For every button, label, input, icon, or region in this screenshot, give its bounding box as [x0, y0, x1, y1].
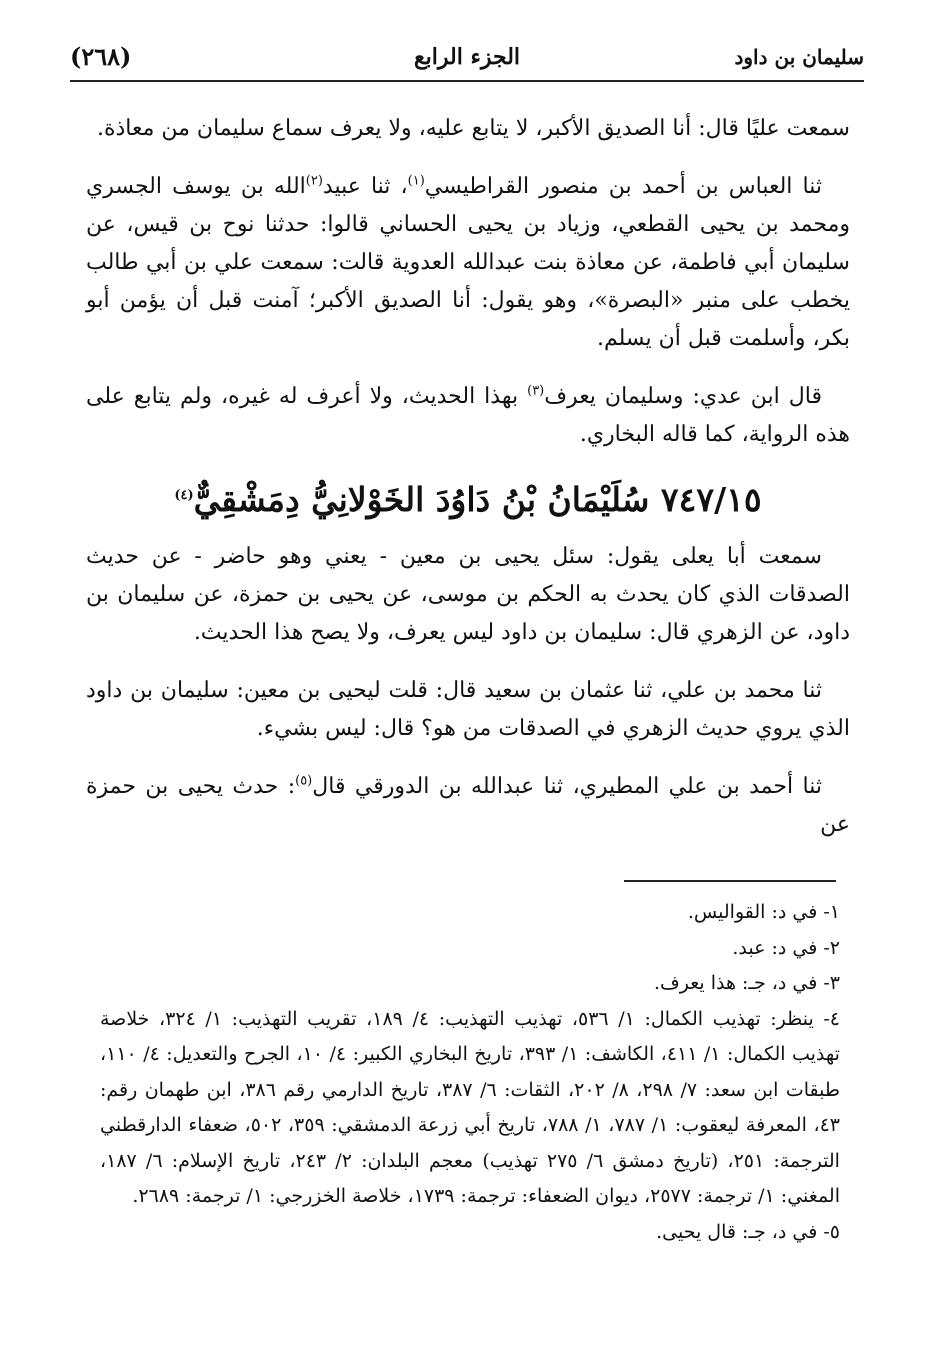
footnotes — [100, 895, 840, 1250]
page-header — [70, 40, 864, 74]
footnote-ref: (٤) — [174, 488, 194, 503]
main-text — [86, 110, 850, 864]
text-run: : حدث يحيى بن حمزة عن — [86, 774, 850, 837]
text-run: ، ثنا عبيد — [322, 174, 408, 199]
footnote-ref: (٣) — [527, 383, 545, 399]
footnote-ref: (١) — [407, 173, 425, 189]
header-rule — [70, 80, 864, 82]
text-run: بهذا الحديث، ولا أعرف له غيره، ولم يتابع على هذه الرواية، كما قاله البخاري. — [86, 384, 850, 447]
paragraph: سمعت عليًا قال: أنا الصديق الأكبر، لا يتابع عليه، ولا يعرف سماع سليمان من معاذة. — [96, 116, 850, 141]
text-run: ثنا أحمد بن علي المطيري، ثنا عبدالله بن الدورقي قال — [312, 774, 822, 799]
paragraph: سمعت أبا يعلى يقول: سئل يحيى بن معين - يعني وهو حاضر - عن حديث الصدقات الذي كان يحدث به الحكم بن موسى، عن يحيى بن حمزة، عن سليمان بن داود، عن الزهري قال: سليمان بن داود ليس يعرف، ولا يصح هذا الحديث. — [86, 544, 850, 645]
entry-title — [86, 474, 850, 526]
paragraph — [86, 768, 850, 844]
paragraph — [86, 378, 850, 454]
running-title: سليمان بن داود — [734, 45, 864, 69]
footnote-ref: (٢) — [305, 173, 323, 189]
footnote-rule — [624, 880, 836, 882]
text-run: ثنا العباس بن أحمد بن منصور القراطيسي — [424, 174, 822, 199]
footnote: ٥- في د، جـ: قال يحيى. — [656, 1220, 840, 1243]
text-run: الله بن يوسف الجسري ومحمد بن يحيى القطعي، وزياد بن يحيى الحساني قالوا: حدثنا نوح بن قيس، عن سليمان أبي فاطمة، عن معاذة بنت عبدالله العدوية قالت: سمعت علي بن أبي طالب يخطب على منبر «البصرة»، وهو يقول: أنا الصديق الأكبر؛ آمنت قبل أن يؤمن أبو بكر، وأسلمت قبل أن يسلم. — [86, 174, 850, 351]
text-run: قال ابن عدي: وسليمان يعرف — [544, 384, 822, 409]
entry-title-text: ٧٤٧/١٥ سُلَيْمَانُ بْنُ دَاوُدَ الخَوْلانِيُّ دِمَشْقِيٌّ — [193, 480, 762, 519]
part-title: الجزء الرابع — [413, 44, 521, 70]
paragraph: ثنا محمد بن علي، ثنا عثمان بن سعيد قال: قلت ليحيى بن معين: سليمان بن داود الذي يروي حديث الزهري في الصدقات من هو؟ قال: ليس بشيء. — [86, 678, 850, 741]
paragraph — [86, 168, 850, 358]
page-number: (٢٦٨) — [70, 42, 132, 71]
footnote-ref: (٥) — [295, 773, 313, 789]
footnote: ٤- ينظر: تهذيب الكمال: ١/ ٥٣٦، تهذيب التهذيب: ٤/ ١٨٩، تقريب التهذيب: ١/ ٣٢٤، خلاصة تهذيب الكمال: ١/ ٤١١، الكاشف: ١/ ٣٩٣، تاريخ البخاري الكبير: ٤/ ١٠، الجرح والتعديل: ٤/ ١١٠، طبقات ابن سعد: ٧/ ٢٩٨، ٨/ ٢٠٢، الثقات: ٦/ ٣٨٧، تاريخ الدارمي رقم ٣٨٦، ابن طهمان رقم: ٤٣، المعرفة ليعقوب: ١/ ٧٨٧، ١/ ٧٨٨، تاريخ أبي زرعة الدمشقي: ٣٥٩، ٥٠٢، ضعفاء الدارقطني الترجمة: ٢٥١، (تاريخ دمشق ٦/ ٢٧٥ تهذيب) معجم البلدان: ٢/ ٢٤٣، تاريخ الإسلام: ٦/ ١٨٧، المغني: ١/ ترجمة: ٢٥٧٧، ديوان الضعفاء: ترجمة: ١٧٣٩، خلاصة الخزرجي: ١/ ترجمة: ٢٦٨٩. — [100, 1007, 841, 1207]
footnote: ٣- في د، جـ: هذا يعرف. — [653, 972, 840, 994]
footnote: ١- في د: القواليس. — [687, 901, 840, 923]
footnote: ٢- في د: عبد. — [732, 936, 840, 959]
